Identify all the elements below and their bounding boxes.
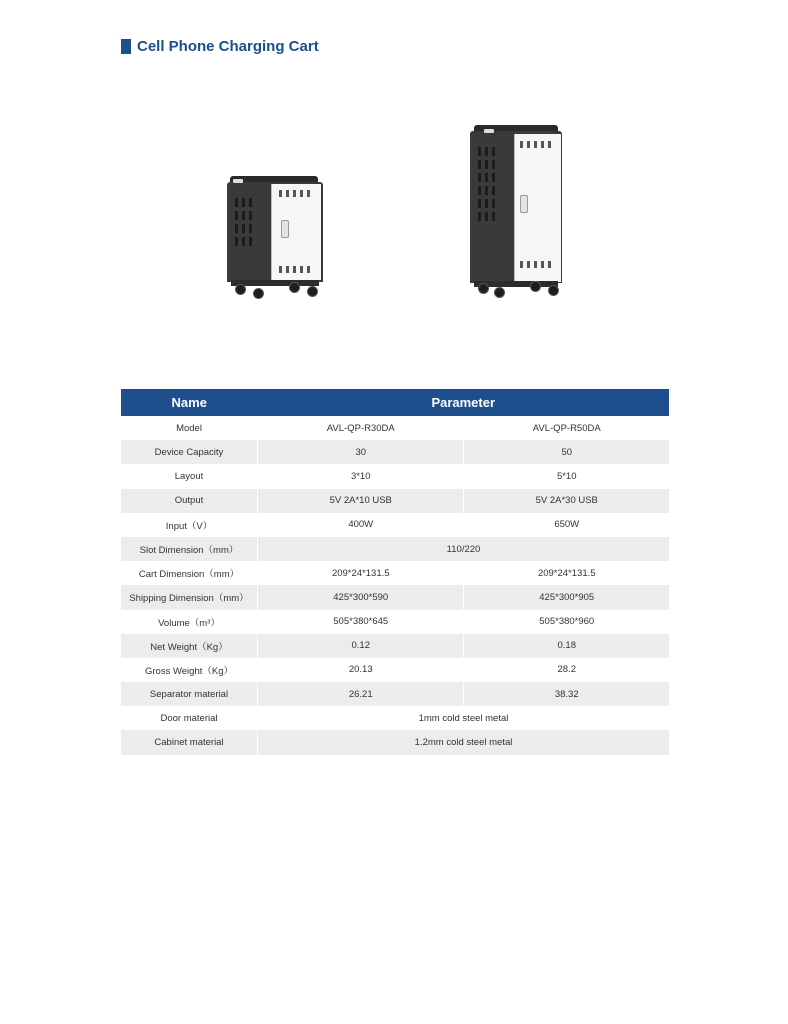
spec-table-header xyxy=(121,389,669,416)
row-value-r30da: 3*10 xyxy=(258,464,464,488)
table-row xyxy=(121,610,669,634)
row-label: Door material xyxy=(160,712,218,724)
row-label: Device Capacity xyxy=(121,440,258,464)
row-value-r30da: 5V 2A*10 USB xyxy=(258,489,464,513)
row-value-r30da: 26.21 xyxy=(258,682,464,706)
row-value-r30da: AVL-QP-R30DA xyxy=(258,416,464,440)
row-value-r30da: 400W xyxy=(258,513,464,537)
row-label: Slot Dimension（mm） xyxy=(121,537,258,561)
row-label: Shipping Dimension（mm） xyxy=(121,585,258,609)
table-row xyxy=(121,416,669,440)
table-row xyxy=(121,537,669,561)
row-value-r30da: 425*300*590 xyxy=(258,585,464,609)
table-row xyxy=(121,489,669,513)
table-row xyxy=(121,585,669,609)
page-title xyxy=(121,38,319,55)
table-row xyxy=(121,464,669,488)
row-value-r50da: 209*24*131.5 xyxy=(464,561,669,585)
row-label: Gross Weight（Kg） xyxy=(145,665,233,677)
row-label: Output xyxy=(121,489,258,513)
row-value-r30da: 505*380*645 xyxy=(258,610,464,634)
header-name: Name xyxy=(121,389,258,416)
header-parameter: Parameter xyxy=(258,389,670,416)
row-value-r30da: 209*24*131.5 xyxy=(258,561,464,585)
table-row xyxy=(121,682,669,706)
row-value-merged: 110/220 xyxy=(258,537,670,561)
large-charging-cart-image xyxy=(470,125,562,297)
row-value-r30da: 30 xyxy=(258,440,464,464)
row-value-r50da: 425*300*905 xyxy=(464,585,669,609)
row-value-r50da: 0.18 xyxy=(464,634,669,658)
table-row xyxy=(121,561,669,585)
row-label: Volume（m³） xyxy=(158,617,220,629)
title-marker xyxy=(121,39,131,54)
page-title-text: Cell Phone Charging Cart xyxy=(137,38,319,55)
row-label: Separator material xyxy=(121,682,258,706)
row-value-r50da: 650W xyxy=(464,513,669,537)
row-label: Cart Dimension（mm） xyxy=(138,569,240,581)
row-value-r50da: 5V 2A*30 USB xyxy=(464,489,669,513)
table-row xyxy=(121,440,669,464)
row-label: Layout xyxy=(174,470,204,482)
row-label: Cabinet material xyxy=(121,730,258,754)
table-row xyxy=(121,658,669,682)
table-row xyxy=(121,513,669,537)
table-row xyxy=(121,634,669,658)
row-value-r50da: 38.32 xyxy=(464,682,669,706)
row-value-r50da: 50 xyxy=(464,440,669,464)
table-row xyxy=(121,706,669,730)
spec-table xyxy=(121,389,669,755)
row-value-r50da: 28.2 xyxy=(464,658,669,682)
small-charging-cart-image xyxy=(227,176,323,302)
row-label: Net Weight（Kg） xyxy=(121,634,258,658)
row-value-r50da: 505*380*960 xyxy=(464,610,669,634)
row-value-r30da: 20.13 xyxy=(258,658,464,682)
row-label: Input（V） xyxy=(165,520,213,532)
row-value-merged: 1mm cold steel metal xyxy=(258,706,670,730)
row-value-r50da: 5*10 xyxy=(464,464,669,488)
row-value-r50da: AVL-QP-R50DA xyxy=(464,416,669,440)
table-row xyxy=(121,730,669,754)
row-value-r30da: 0.12 xyxy=(258,634,464,658)
row-value-merged: 1.2mm cold steel metal xyxy=(258,730,670,754)
row-label: Model xyxy=(176,422,202,434)
